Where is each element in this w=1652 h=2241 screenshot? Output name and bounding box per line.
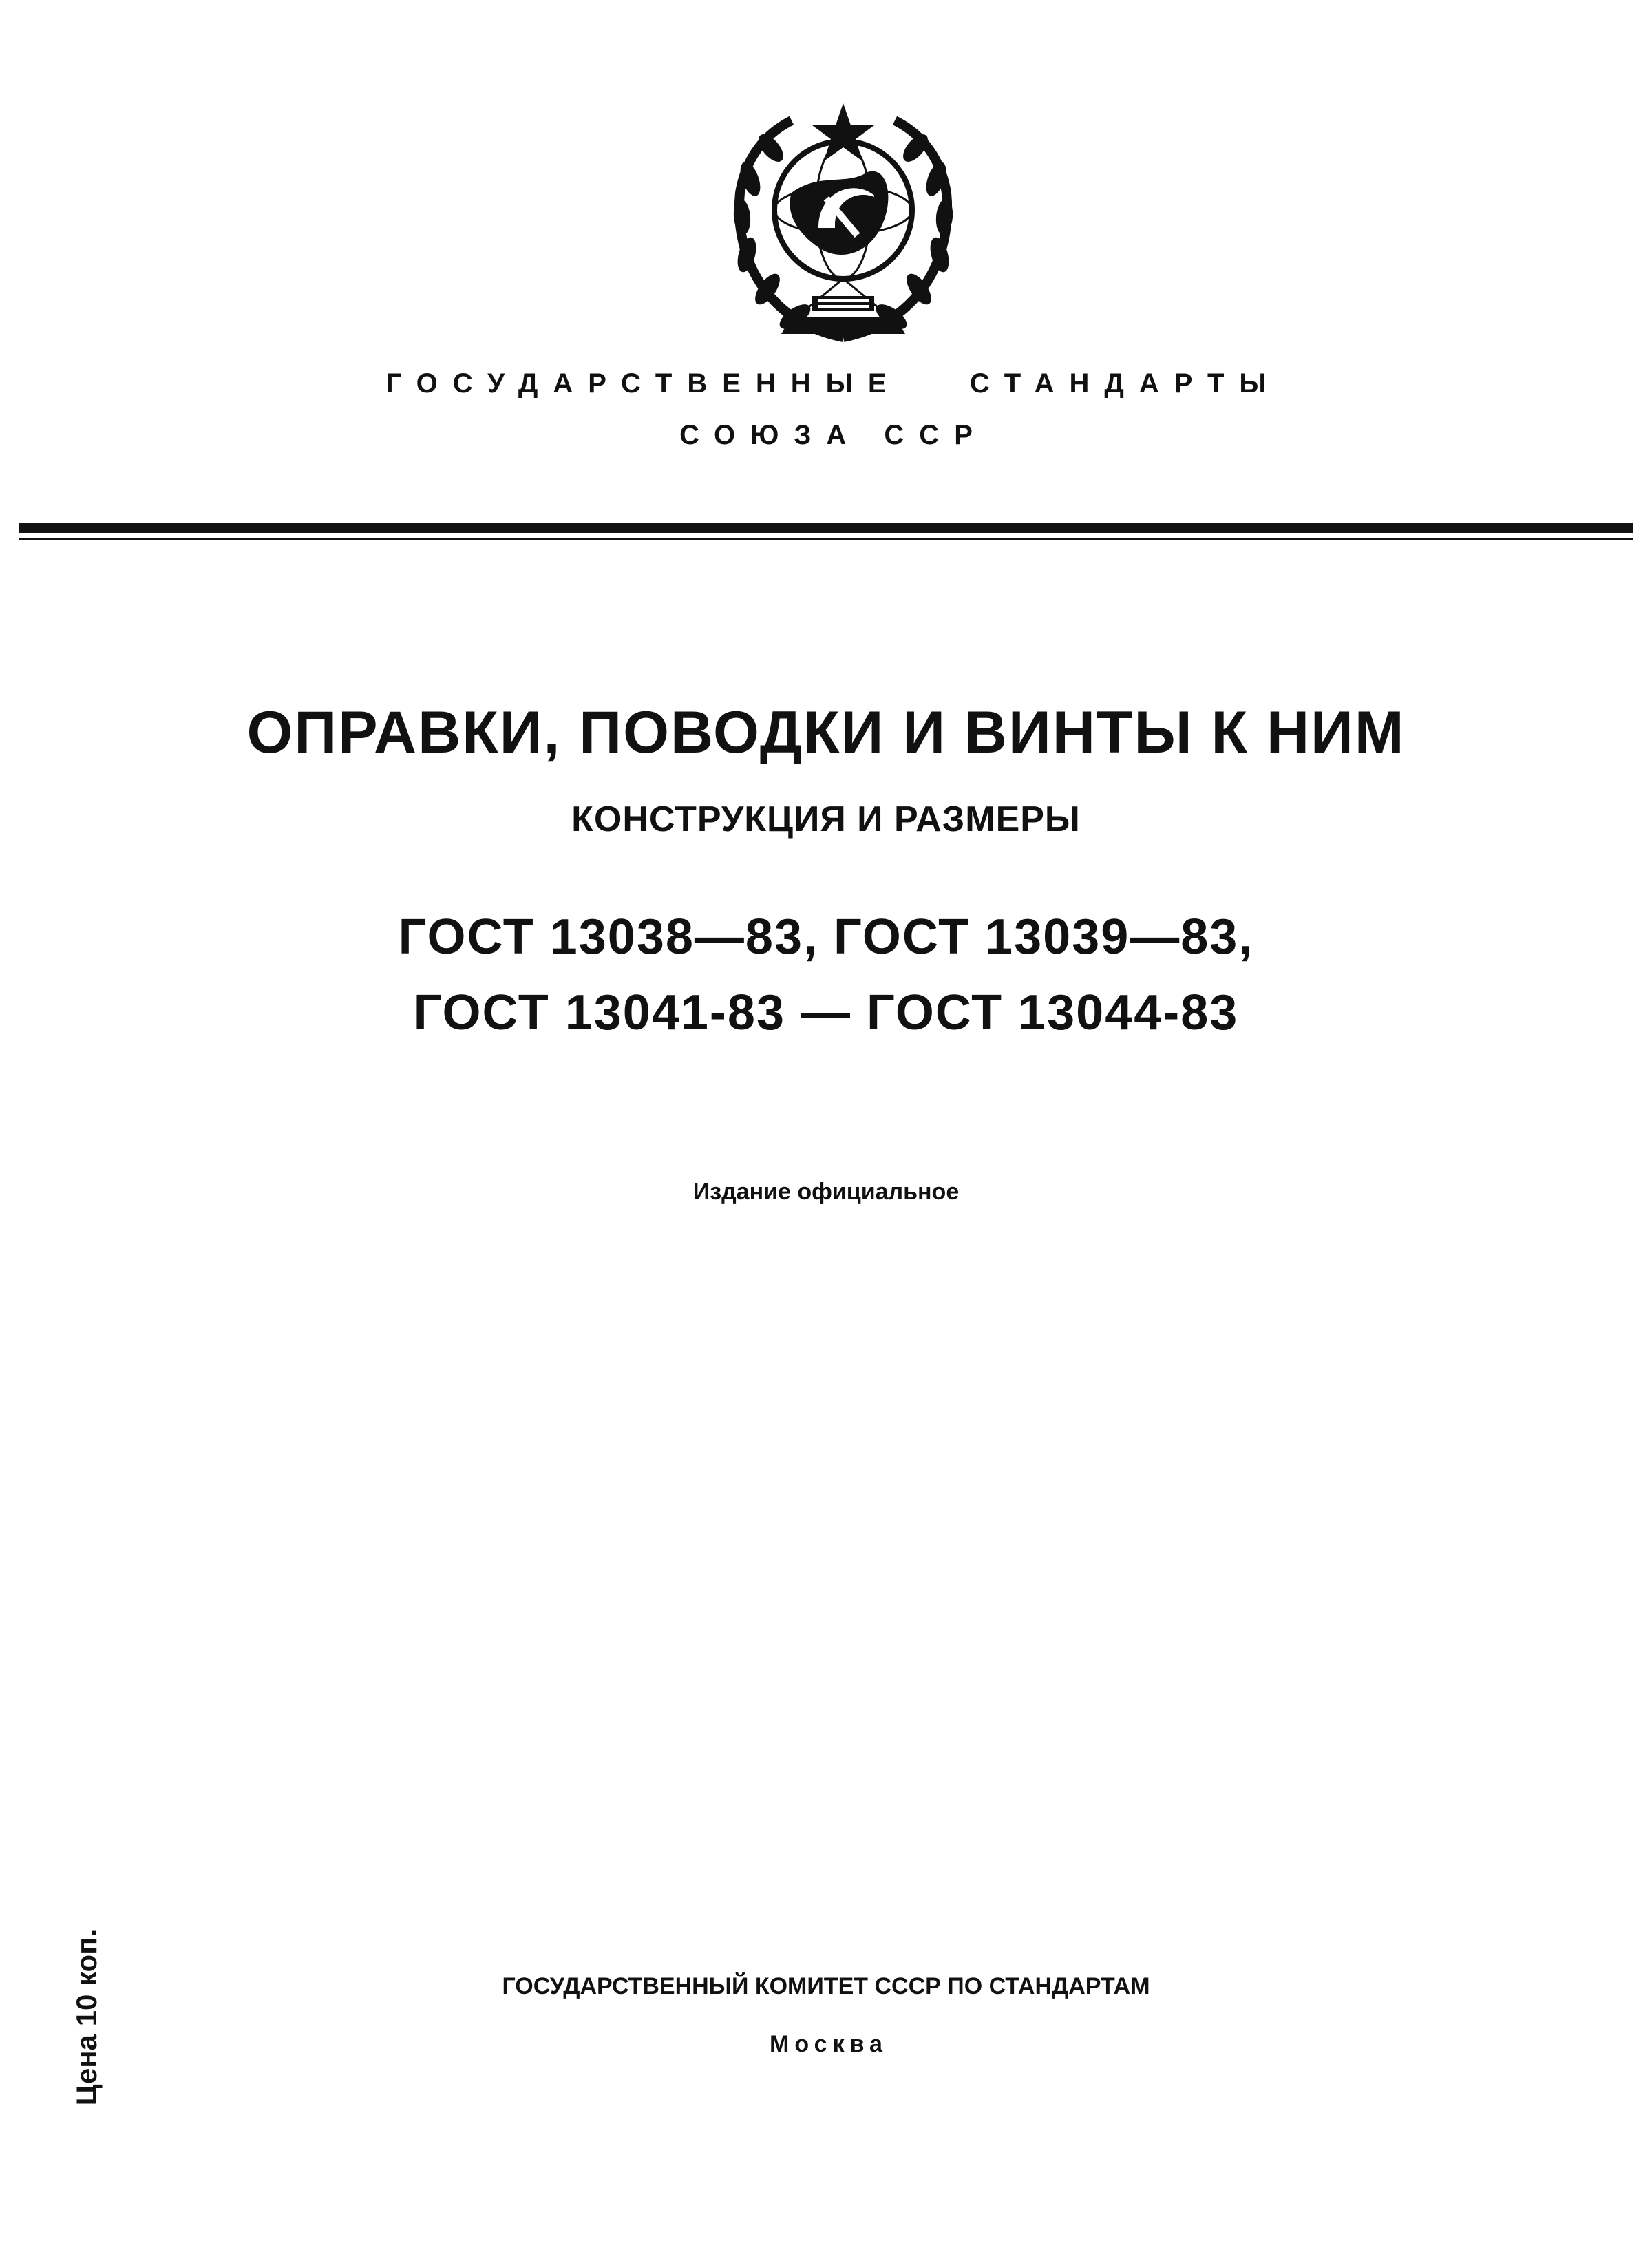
price-label: Цена 10 коп. bbox=[70, 1928, 103, 2106]
document-title: ОПРАВКИ, ПОВОДКИ И ВИНТЫ К НИМ bbox=[246, 699, 1406, 766]
gost-numbers-line2: ГОСТ 13041-83 — ГОСТ 13044-83 bbox=[413, 985, 1239, 1040]
publication-city: Москва bbox=[770, 2031, 888, 2057]
gost-numbers-line1: ГОСТ 13038—83, ГОСТ 13039—83, bbox=[398, 909, 1254, 965]
header-rule bbox=[19, 523, 1633, 533]
document-subtitle: КОНСТРУКЦИЯ И РАЗМЕРЫ bbox=[571, 799, 1081, 839]
price-label-container bbox=[69, 1914, 105, 2121]
series-heading: ГОСУДАРСТВЕННЫЕ СТАНДАРТЫ bbox=[385, 368, 1282, 399]
publisher: ГОСУДАРСТВЕННЫЙ КОМИТЕТ СССР ПО СТАНДАРТАМ bbox=[502, 1973, 1150, 1999]
header-rule-thin bbox=[19, 538, 1633, 540]
ussr-coat-of-arms-icon bbox=[709, 90, 977, 351]
edition-note: Издание официальное bbox=[692, 1179, 960, 1205]
series-subheading: СОЮЗА ССР bbox=[679, 420, 988, 450]
